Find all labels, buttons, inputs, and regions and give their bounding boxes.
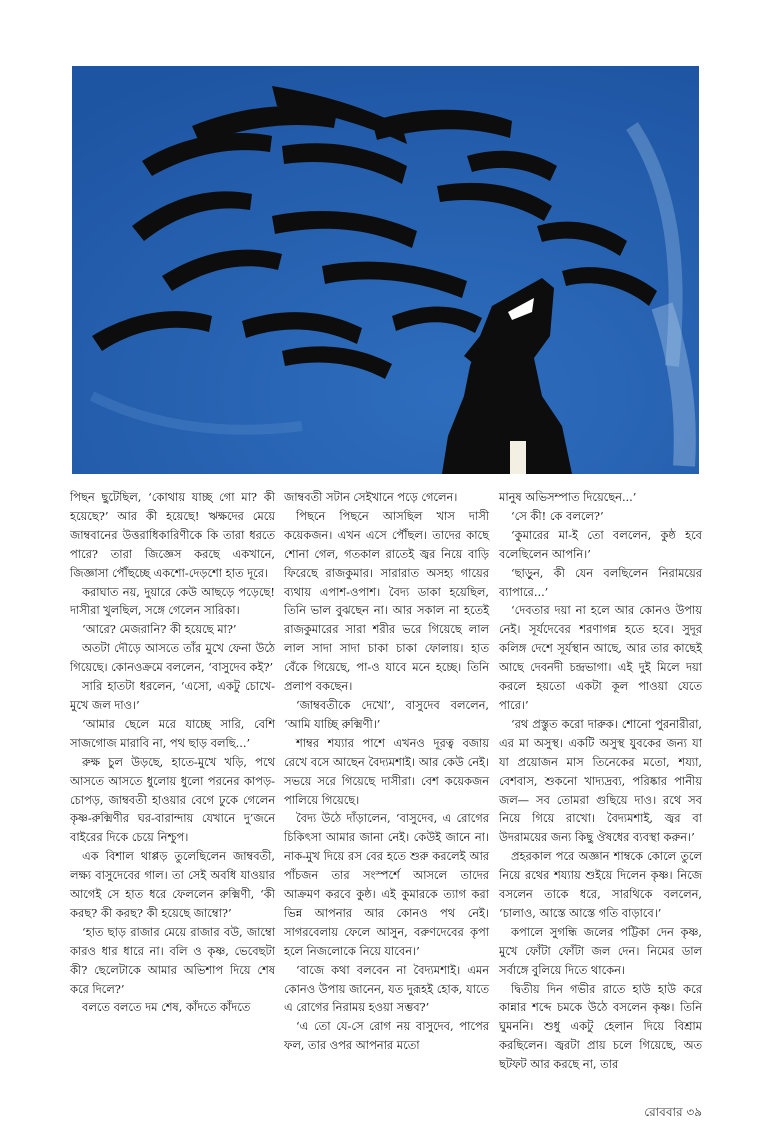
paragraph: প্রহরকাল পরে অজ্ঞান শাম্বকে কোলে তুলে নিয়ে রথের শয্যায় শুইয়ে দিলেন কৃষ্ণ। নিজে বসলেন তাকে ধরে, সারথিকে বললেন, ‘চালাও, আস্তে আস্তে গতি বাড়াবে।’: [499, 849, 702, 920]
paragraph: পিছনে পিছনে আসছিল খাস দাসী কয়েকজন। এখন এসে পৌঁছল। তাদের কাছে শোনা গেল, গতকাল রাতেই জ্বর নিয়ে বাড়ি ফিরেছে রাজকুমার। সারারাত অসহ্য গায়ের ব্যথায় এপাশ-ওপাশ। বৈদ্য ডাকা হয়েছিল, তিনি ভাল বুঝছেন না। আর সকাল না হতেই রাজকুমারের সারা শরীর ভরে গিয়েছে লাল লাল সাদা সাদা চাকা চাকা ফোলায়। হাত বেঁকে গিয়েছে, পা-ও যাবে মনে হচ্ছে। তিনি প্রলাপ বকছেন।: [284, 508, 489, 694]
illustration: [72, 66, 699, 474]
text-column-3: [499, 488, 702, 1074]
paragraph: মানুষ অভিসম্পাত দিয়েছেন...’: [499, 490, 637, 504]
paragraph: শাম্বর শয্যার পাশে এখনও দূরত্ব বজায় রেখে বসে আছেন বৈদ্যমশাই। আর কেউ নেই। সভয়ে সরে গিয়েছে দাসীরা। বেশ কয়েকজন পালিয়ে গিয়েছে।: [284, 735, 489, 807]
paragraph: ‘আমার ছেলে মরে যাচ্ছে সারি, বেশি সাজগোজ মারাবি না, পথ ছাড় বলছি...’: [70, 716, 275, 750]
paragraph: সারি হাতটা ধরলেন, ‘এসো, একটু চোখে-মুখে জল দাও।’: [70, 679, 275, 712]
paragraph: ‘দেবতার দয়া না হলে আর কোনও উপায় নেই। সূর্যদেবের শরণাগন্ন হতে হবে। সুদূর কলিঙ্গ দেশে সূর্যস্থান আছে, আর তার কাছেই আছে দেবনদী চন্দ্রভাগা। এই দুই মিলে দয়া করলে হয়তো একটা কূল পাওয়া যেতে পারে।’: [499, 603, 702, 712]
paragraph: ‘সে কী! কে বললে?’: [511, 508, 604, 523]
paragraph: কপালে সুগন্ধি জলের পট্টিকা দেন কৃষ্ণ, মুখে ফোঁটা ফোঁটা জল দেন। নিমের ডাল সর্বাঙ্গে বুলিয়ে দিতে থাকেন।: [499, 924, 702, 977]
paragraph: ‘এ তো যে-সে রোগ নয় বাসুদেব, পাপের ফল, তার ওপর আপনার মতো: [284, 1019, 489, 1053]
paragraph: এক বিশাল থাপ্পড় তুলেছিলেন জাম্ববতী, লক্ষ্য বাসুদেবের গাল। তা সেই অবধি যাওয়ার আগেই সে হাত ধরে ফেললেন রুক্মিণী, ‘কী করছ? কী করছ? কী হয়েছে জাম্বো?’: [70, 849, 275, 920]
paragraph: পিছন ছুটেছিল, ‘কোথায় যাচ্ছ গো মা? কী হয়েছে?’ আর কী হয়েছে! ঋক্ষদের মেয়ে জাম্ববানের উত্তরাধিকারিণীকে কি তারা ধরতে পারে? তারা জিজ্ঞেস করছে একখানে, জিজ্ঞাসা পৌঁছচ্ছে একশো-দেড়শো হাত দূরে।: [70, 490, 275, 580]
paragraph: করাঘাত নয়, দুয়ারে কেউ আছড়ে পড়েছে! দাসীরা খুলছিল, সঙ্গে গেলেন সারিকা।: [70, 584, 275, 618]
paragraph: রুক্ষ চুল উড়ছে, হাতে-মুখে খড়ি, পথে আসতে আসতে ধুলোয় ধুলো পরনের কাপড়-চোপড়, জাম্ববতী হাওয়ার বেগে ঢুকে গেলেন কৃষ্ণ-রুক্মিণীর ঘর-বারান্দায় যেখানে দু’জনে বাইরের দিকে চেয়ে নিশ্চুপ।: [70, 754, 275, 845]
page-folio: রোববার ৩৯: [644, 1105, 702, 1119]
paragraph: ‘বাজে কথা বলবেন না বৈদ্যমশাই। এমন কোনও উপায় জানেন, যত দুরূহই হোক, যাতে এ রোগের নিরাময় হওয়া সম্ভব?’: [284, 962, 489, 1015]
paragraph: ‘আরে? মেজরানি? কী হয়েছে মা?’: [82, 622, 237, 637]
paragraph: ‘জাম্ববতীকে দেখো’, বাসুদেব বললেন, ‘আমি যাচ্ছি রুক্মিণী।’: [284, 697, 489, 731]
paragraph: ‘কুমারের মা-ই তো বললেন, কুষ্ঠ হবে বলেছিলেন আপনি।’: [499, 527, 702, 561]
paragraph: দ্বিতীয় দিন গভীর রাতে হাউ হাউ করে কান্নার শব্দে চমকে উঠে বসলেন কৃষ্ণ। তিনি ঘুমননি। শুধু একটু হেলান দিয়ে বিশ্রাম করছিলেন। জ্বরটা প্রায় চলে গিয়েছে, অত ছটফট আর করছে না, তার: [499, 981, 702, 1072]
illustration-art: [72, 66, 699, 474]
paragraph: অতটা দৌড়ে আসতে তাঁর মুখে ফেনা উঠে গিয়েছে। কোনওক্রমে বললেন, ‘বাসুদেব কই?’: [70, 641, 275, 675]
text-column-2: [284, 488, 489, 1055]
paragraph: বলতে বলতে দম শেষ, কাঁদতে কাঁদতে: [82, 1000, 251, 1015]
paragraph: জাম্ববতী সটান সেইখানে পড়ে গেলেন।: [284, 490, 458, 504]
paragraph: বৈদ্য উঠে দাঁড়ালেন, ‘বাসুদেব, এ রোগের চিকিৎসা আমার জানা নেই। কেউই জানে না। নাক-মুখ দিয়ে রস বের হতে শুরু করলেই আর পাঁচজন তার সংস্পর্শে আসলে তাদের আক্রমণ করবে কুষ্ঠ। এই কুমারকে ত্যাগ করা ভিন্ন আপনার আর কোনও পথ নেই। সাগরবেলায় ফেলে আসুন, বরুণদেবের কৃপা হলে নিজলোকে নিয়ে যাবেন।’: [284, 811, 489, 958]
paragraph: ‘ছাড়ুন, কী যেন বলছিলেন নিরাময়ের ব্যাপারে...’: [499, 565, 702, 599]
paragraph: ‘রথ প্রস্তুত করো দারুক। শোনো পুরনারীরা, এর মা অসুস্থ। একটি অসুস্থ যুবকের জন্য যা যা প্রয়োজন মাস তিনেকের মতো, শয্যা, বেশবাস, শুকনো খাদ্যদ্রব্য, পরিষ্কার পানীয় জল— সব তোমরা গুছিয়ে দাও। রথে সব নিয়ে গিয়ে রাখো। বৈদ্যমশাই, জ্বর বা উদরাময়ের জন্য কিছু ঔষধের ব্যবস্থা করুন।’: [499, 716, 702, 845]
paragraph: ‘হাত ছাড় রাজার মেয়ে রাজার বউ, জাম্বো কারও ধার ধারে না। বলি ও কৃষ্ণ, ভেবেছটা কী? ছেলেটাকে আমার অভিশাপ দিয়ে শেষ করে দিলে?’: [70, 924, 275, 996]
text-column-1: [70, 488, 275, 1017]
